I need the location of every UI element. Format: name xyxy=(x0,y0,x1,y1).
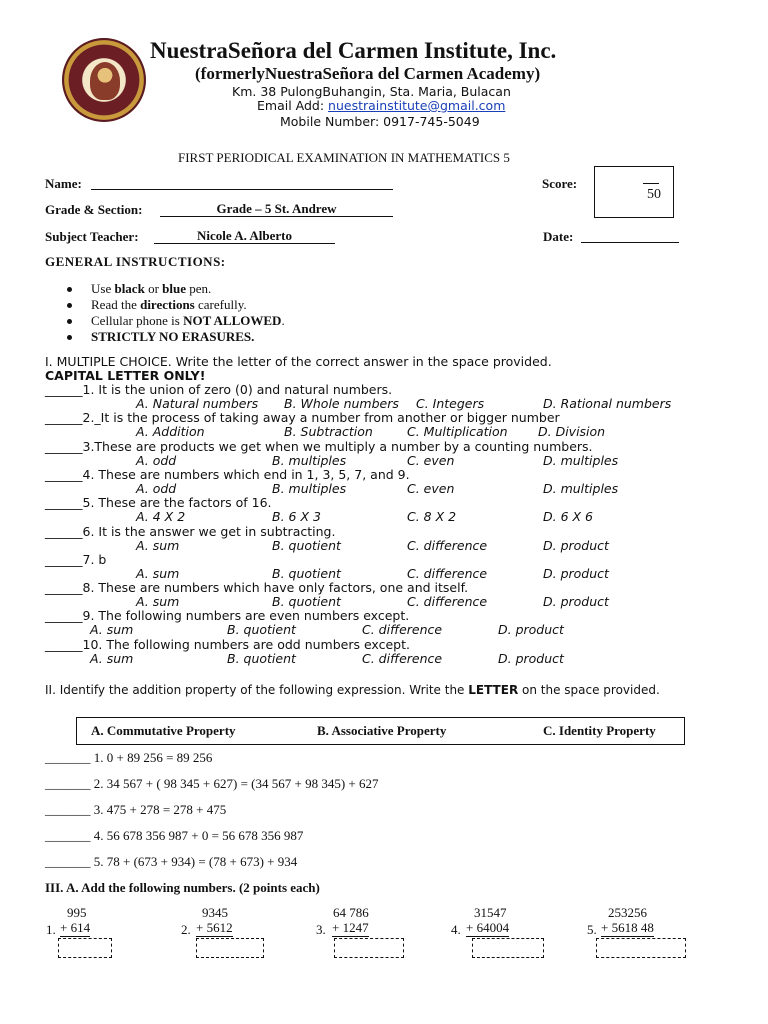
teacher-value: Nicole A. Alberto xyxy=(154,229,335,244)
mc-option-a: A. sum xyxy=(90,622,134,637)
instruction-3: Cellular phone is NOT ALLOWED. xyxy=(91,313,285,328)
email-label: Email Add: xyxy=(257,98,329,113)
mc-option-c: C. difference xyxy=(362,651,443,666)
mc-option-d: D. product xyxy=(543,566,609,581)
answer-box[interactable] xyxy=(58,938,112,958)
instruction-1: Use black or blue pen. xyxy=(91,281,212,296)
mc-option-d: D. multiples xyxy=(543,453,619,468)
problem-number: 4. xyxy=(451,922,461,937)
part1-subheading: CAPITAL LETTER ONLY! xyxy=(45,368,206,383)
mc-question: ______2._It is the process of taking away a number from another or bigger number xyxy=(45,410,560,425)
answer-box[interactable] xyxy=(472,938,544,958)
addend-top: 31547 xyxy=(474,905,507,920)
property-a: A. Commutative Property xyxy=(91,723,236,738)
score-total: 50 xyxy=(647,187,661,202)
mc-option-c: C. difference xyxy=(407,566,488,581)
instructions-heading: GENERAL INSTRUCTIONS: xyxy=(45,254,226,269)
mc-question: ______3.These are products we get when we multiply a number by a counting numbers. xyxy=(45,439,593,454)
mc-option-c: C. Multiplication xyxy=(407,424,508,439)
addend-top: 253256 xyxy=(608,905,647,920)
mc-question: ______4. These are numbers which end in 1, 3, 5, 7, and 9. xyxy=(45,467,410,482)
mc-option-b: B. multiples xyxy=(272,453,347,468)
mc-option-b: B. quotient xyxy=(272,594,341,609)
property-item-4: _______ 4. 56 678 356 987 + 0 = 56 678 356 987 xyxy=(45,828,304,843)
part3-heading: III. A. Add the following numbers. (2 points each) xyxy=(45,880,320,895)
mc-option-a: A. sum xyxy=(136,538,180,553)
mc-option-d: D. Division xyxy=(538,424,606,439)
property-b: B. Associative Property xyxy=(317,723,447,738)
answer-box[interactable] xyxy=(596,938,686,958)
part1-heading: I. MULTIPLE CHOICE. Write the letter of the correct answer in the space provided. xyxy=(45,354,552,369)
mc-option-d: D. product xyxy=(543,538,609,553)
instruction-2: Read the directions carefully. xyxy=(91,297,247,312)
email-link[interactable]: nuestrainstitute@gmail.com xyxy=(328,98,506,113)
mc-question: ______10. The following numbers are odd numbers except. xyxy=(45,637,410,652)
mc-option-d: D. Rational numbers xyxy=(543,396,672,411)
mc-option-b: B. quotient xyxy=(272,566,341,581)
problem-number: 2. xyxy=(181,922,191,937)
property-item-5: _______ 5. 78 + (673 + 934) = (78 + 673) + 934 xyxy=(45,854,298,869)
mc-option-b: B. Subtraction xyxy=(284,424,373,439)
mc-option-b: B. Whole numbers xyxy=(284,396,399,411)
property-item-2: _______ 2. 34 567 + ( 98 345 + 627) = (34 567 + 98 345) + 627 xyxy=(45,776,379,791)
mc-option-d: D. product xyxy=(498,651,564,666)
property-item-1: _______ 1. 0 + 89 256 = 89 256 xyxy=(45,750,213,765)
name-field[interactable] xyxy=(91,189,393,190)
mc-question: ______1. It is the union of zero (0) and natural numbers. xyxy=(45,382,393,397)
mc-option-d: D. multiples xyxy=(543,481,619,496)
mc-option-a: A. Addition xyxy=(136,424,205,439)
mc-option-d: D. 6 X 6 xyxy=(543,509,593,524)
mc-option-b: B. 6 X 3 xyxy=(272,509,321,524)
school-email xyxy=(257,98,505,113)
addend-bottom: + 614 xyxy=(60,920,91,935)
mc-option-b: B. quotient xyxy=(272,538,341,553)
mc-option-a: A. sum xyxy=(90,651,134,666)
name-label: Name: xyxy=(45,176,82,191)
part2-heading: II. Identify the addition property of the following expression. Write the LETTER on the space provided. xyxy=(45,683,660,697)
mc-option-c: C. even xyxy=(407,453,455,468)
teacher-label: Subject Teacher: xyxy=(45,229,139,244)
mc-option-c: C. difference xyxy=(407,538,488,553)
mc-option-b: B. quotient xyxy=(227,651,296,666)
mc-option-a: A. sum xyxy=(136,566,180,581)
mc-option-a: A. 4 X 2 xyxy=(136,509,186,524)
mc-option-c: C. difference xyxy=(407,594,488,609)
date-field[interactable] xyxy=(581,242,679,243)
mc-question: ______8. These are numbers which have only factors, one and itself. xyxy=(45,580,469,595)
instruction-4: STRICTLY NO ERASURES. xyxy=(91,329,255,344)
mc-option-a: A. Natural numbers xyxy=(136,396,259,411)
grade-value: Grade – 5 St. Andrew xyxy=(160,202,393,217)
grade-label: Grade & Section: xyxy=(45,202,143,217)
mc-option-c: C. Integers xyxy=(416,396,485,411)
exam-title: FIRST PERIODICAL EXAMINATION IN MATHEMATICS 5 xyxy=(178,150,510,165)
addend-top: 64 786 xyxy=(333,905,369,920)
mc-option-a: A. sum xyxy=(136,594,180,609)
addend-bottom: + 64004 xyxy=(466,920,510,935)
property-item-3: _______ 3. 475 + 278 = 278 + 475 xyxy=(45,802,227,817)
problem-number: 1. xyxy=(46,922,56,937)
mc-option-a: A. odd xyxy=(136,453,177,468)
addend-top: 9345 xyxy=(202,905,228,920)
addend-bottom: + 5612 xyxy=(196,920,233,935)
addend-top: 995 xyxy=(67,905,87,920)
mc-option-c: C. even xyxy=(407,481,455,496)
mc-option-b: B. quotient xyxy=(227,622,296,637)
mc-question: ______6. It is the answer we get in subtracting. xyxy=(45,524,336,539)
mc-option-a: A. odd xyxy=(136,481,177,496)
school-seal-logo xyxy=(62,38,146,122)
property-c: C. Identity Property xyxy=(543,723,656,738)
mc-option-d: D. product xyxy=(498,622,564,637)
mc-question: ______7. b xyxy=(45,552,107,567)
answer-box[interactable] xyxy=(196,938,264,958)
addend-bottom: + 5618 48 xyxy=(601,920,654,935)
score-box[interactable] xyxy=(594,166,674,218)
problem-number: 5. xyxy=(587,922,597,937)
school-mobile: Mobile Number: 0917-745-5049 xyxy=(280,114,480,129)
school-address: Km. 38 PulongBuhangin, Sta. Maria, Bulacan xyxy=(232,84,511,99)
date-label: Date: xyxy=(543,229,574,244)
mc-option-c: C. 8 X 2 xyxy=(407,509,457,524)
mc-option-c: C. difference xyxy=(362,622,443,637)
score-label: Score: xyxy=(542,176,578,191)
properties-legend-box xyxy=(76,717,685,745)
mc-option-b: B. multiples xyxy=(272,481,347,496)
mc-option-d: D. product xyxy=(543,594,609,609)
problem-number: 3. xyxy=(316,922,326,937)
answer-box[interactable] xyxy=(334,938,404,958)
addend-bottom: + 1247 xyxy=(332,920,369,935)
mc-question: ______9. The following numbers are even numbers except. xyxy=(45,608,410,623)
mc-question: ______5. These are the factors of 16. xyxy=(45,495,272,510)
school-former-name: (formerlyNuestraSeñora del Carmen Academy) xyxy=(195,64,541,83)
school-name: NuestraSeñora del Carmen Institute, Inc. xyxy=(150,38,557,63)
